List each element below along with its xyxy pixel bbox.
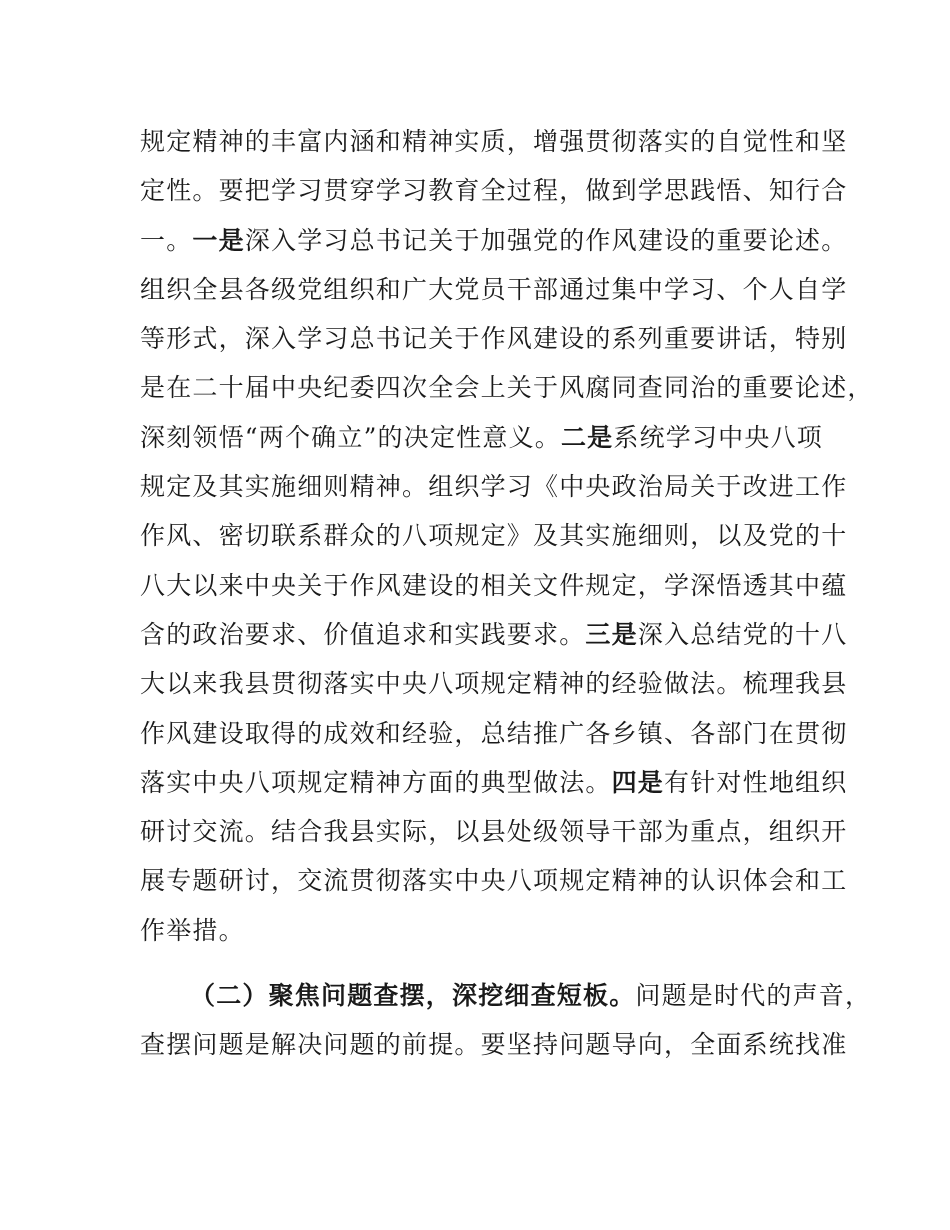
text-run: 等形式，深入学习总书记关于作风建设的系列重要讲话，特别 — [140, 324, 848, 354]
text-run: 大以来我县贯彻落实中央八项规定精神的经验做法。梳理我县 — [140, 669, 848, 699]
paragraph-1 — [140, 117, 874, 955]
bold-text-run: 二是 — [560, 422, 614, 452]
text-line — [140, 265, 848, 314]
text-line — [140, 807, 848, 856]
text-run: 作风建设取得的成效和经验，总结推广各乡镇、各部门在贯彻 — [140, 718, 848, 748]
text-line — [140, 709, 848, 758]
text-line — [140, 856, 848, 905]
text-run: 深入总结党的十八 — [637, 619, 848, 649]
text-line — [140, 971, 872, 1020]
text-run: 落实中央八项规定精神方面的典型做法。 — [140, 767, 612, 797]
text-run: 八大以来中央关于作风建设的相关文件规定，学深悟透其中蕴 — [140, 570, 848, 600]
text-run: 展专题研讨，交流贯彻落实中央八项规定精神的认识体会和工 — [140, 866, 848, 896]
text-run: 含的政治要求、价值追求和实践要求。 — [140, 619, 586, 649]
text-run: 深刻领悟“两个确立”的决定性意义。 — [140, 422, 561, 452]
text-run: 作举措。 — [140, 915, 245, 945]
text-line — [140, 906, 810, 955]
text-line — [140, 117, 848, 166]
text-run: 问题是时代的声音， — [635, 981, 872, 1010]
text-line — [140, 166, 848, 215]
text-line — [140, 314, 848, 363]
text-line — [140, 413, 823, 462]
text-line — [140, 363, 874, 412]
text-line — [140, 758, 848, 807]
bold-text-run: （二）聚焦问题查摆，深挖细查短板。 — [190, 981, 636, 1010]
text-line — [140, 610, 848, 659]
text-run: 定性。要把学习贯穿学习教育全过程，做到学思践悟、知行合 — [140, 176, 848, 206]
text-line — [140, 216, 848, 265]
text-run: 研讨交流。结合我县实际，以县处级领导干部为重点，组织开 — [140, 817, 848, 847]
text-line — [140, 659, 848, 708]
bold-text-run: 一是 — [192, 225, 245, 255]
text-run: 一。 — [140, 225, 193, 255]
text-run: 规定精神的丰富内涵和精神实质，增强贯彻落实的自觉性和坚 — [140, 127, 848, 156]
bold-text-run: 四是 — [611, 767, 665, 797]
text-run: 深入学习总书记关于加强党的作风建设的重要论述。 — [244, 225, 848, 255]
paragraph-2 — [140, 971, 872, 1070]
bold-text-run: 三是 — [585, 619, 638, 649]
text-run: 组织全县各级党组织和广大党员干部通过集中学习、个人自学 — [140, 274, 848, 304]
text-run: 是在二十届中央纪委四次全会上关于风腐同查同治的重要论述， — [140, 373, 874, 403]
text-run: 作风、密切联系群众的八项规定》及其实施细则，以及党的十 — [140, 521, 848, 551]
text-run: 系统学习中央八项 — [613, 422, 823, 452]
text-line — [140, 511, 848, 560]
text-line — [140, 561, 848, 610]
text-line — [140, 462, 848, 511]
text-line — [140, 1020, 848, 1069]
text-run: 查摆问题是解决问题的前提。要坚持问题导向，全面系统找准 — [140, 1030, 848, 1060]
text-run: 规定及其实施细则精神。组织学习《中央政治局关于改进工作 — [140, 472, 848, 502]
text-run: 有针对性地组织 — [664, 767, 848, 797]
